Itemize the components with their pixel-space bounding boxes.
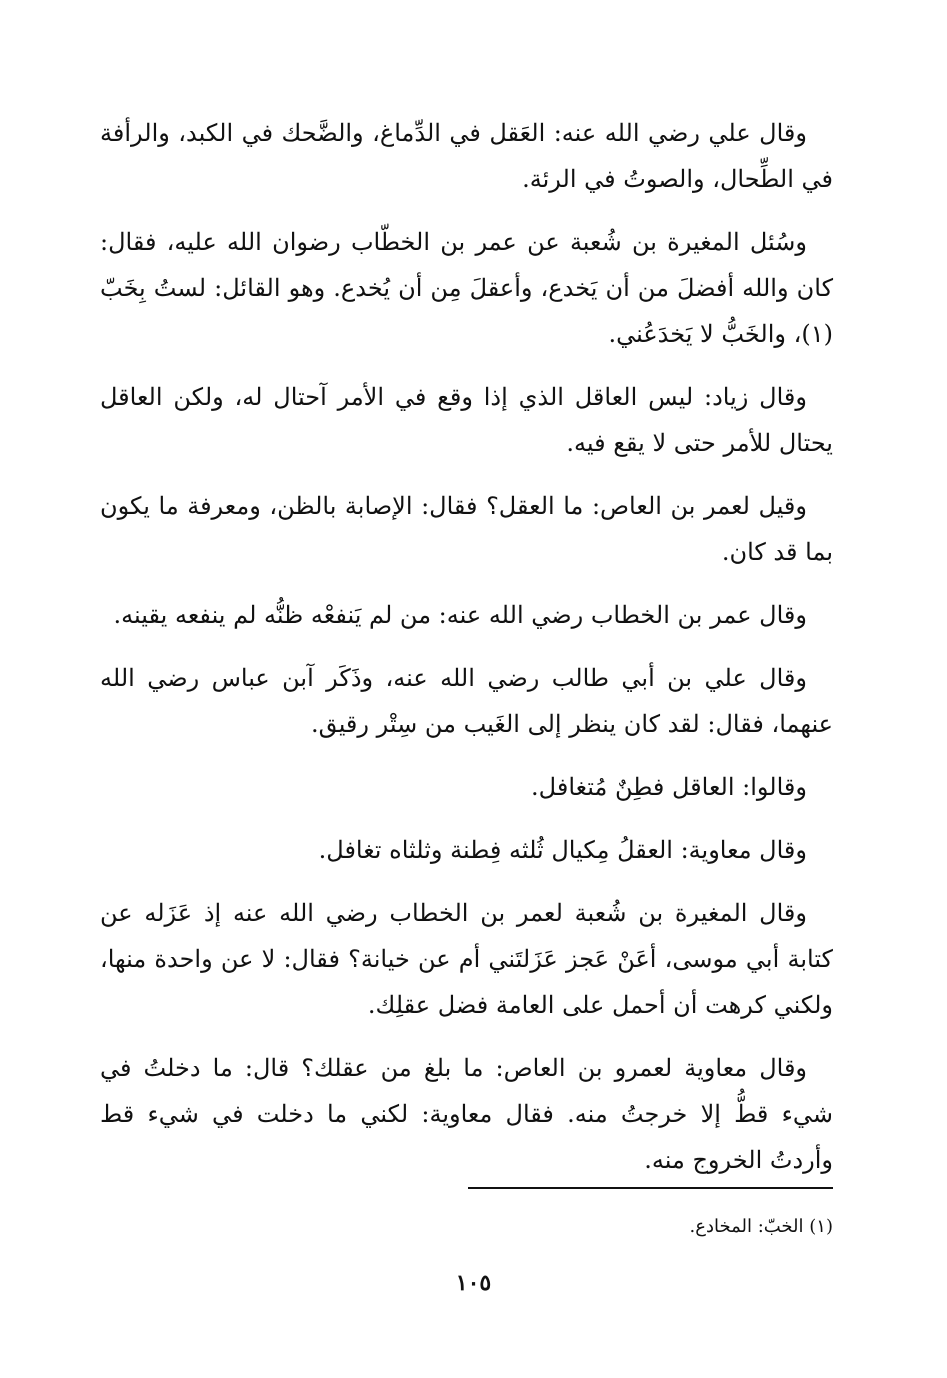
footnote-divider: [468, 1187, 833, 1189]
paragraph-sayings-intelligent: وقالوا: العاقل فطِنٌ مُتغافل.: [531, 773, 807, 801]
paragraph-ali-on-ibn-abbas: وقال علي بن أبي طالب رضي الله عنه، وذَكَر آبن عباس رضي الله عنهما، فقال: لقد كان ينظر إلى الغَيب من سِتْر رقيق.: [100, 664, 833, 738]
paragraph-muawiya-amr: وقال معاوية لعمرو بن العاص: ما بلغ من عقلك؟ قال: ما دخلتُ في شيء قطُّ إلا خرجتُ منه. فقال معاوية: لكني ما دخلت في شيء قط وأردتُ الخروج منه.: [100, 1054, 833, 1174]
paragraph-mughira-dismissal: وقال المغيرة بن شُعبة لعمر بن الخطاب رضي الله عنه إذ عَزَله عن كتابة أبي موسى، أعَنْ عَجز عَزَلتَني أم عن خيانة؟ فقال: لا عن واحدة منها، ولكني كرهت أن أحمل على العامة فضل عقلِك.: [100, 899, 833, 1019]
paragraph-amr-ibn-al-as: وقيل لعمر بن العاص: ما العقل؟ فقال: الإصابة بالظن، ومعرفة ما يكون بما قد كان.: [100, 492, 833, 566]
footnote: (١) الخبّ: المخادع.: [689, 1216, 833, 1237]
paragraph-mughira-on-umar: وسُئل المغيرة بن شُعبة عن عمر بن الخطّاب رضوان الله عليه، فقال: كان والله أفضلَ من أن يَخدع، وأعقلَ مِن أن يُخدع. وهو القائل: لستُ بِخَبّ (١)، والخَبُّ لا يَخدَعُني.: [100, 228, 833, 348]
body-text: [100, 110, 833, 1183]
paragraph-ziyad: وقال زياد: ليس العاقل الذي إذا وقع في الأمر آحتال له، ولكن العاقل يحتال للأمر حتى لا يقع فيه.: [100, 383, 833, 457]
paragraph-ali-intellect: وقال علي رضي الله عنه: العَقل في الدِّماغ، والضَّحك في الكبد، والرأفة في الطِّحال، والصوتُ في الرئة.: [100, 119, 833, 193]
paragraph-muawiya-measure: وقال معاوية: العقلُ مِكيال ثُلثه فِطنة وثلثاه تغافل.: [318, 836, 807, 864]
page-number: ١٠٥: [455, 1270, 492, 1296]
paragraph-umar-certainty: وقال عمر بن الخطاب رضي الله عنه: من لم يَنفعْه ظنُّه لم ينفعه يقينه.: [113, 601, 807, 629]
